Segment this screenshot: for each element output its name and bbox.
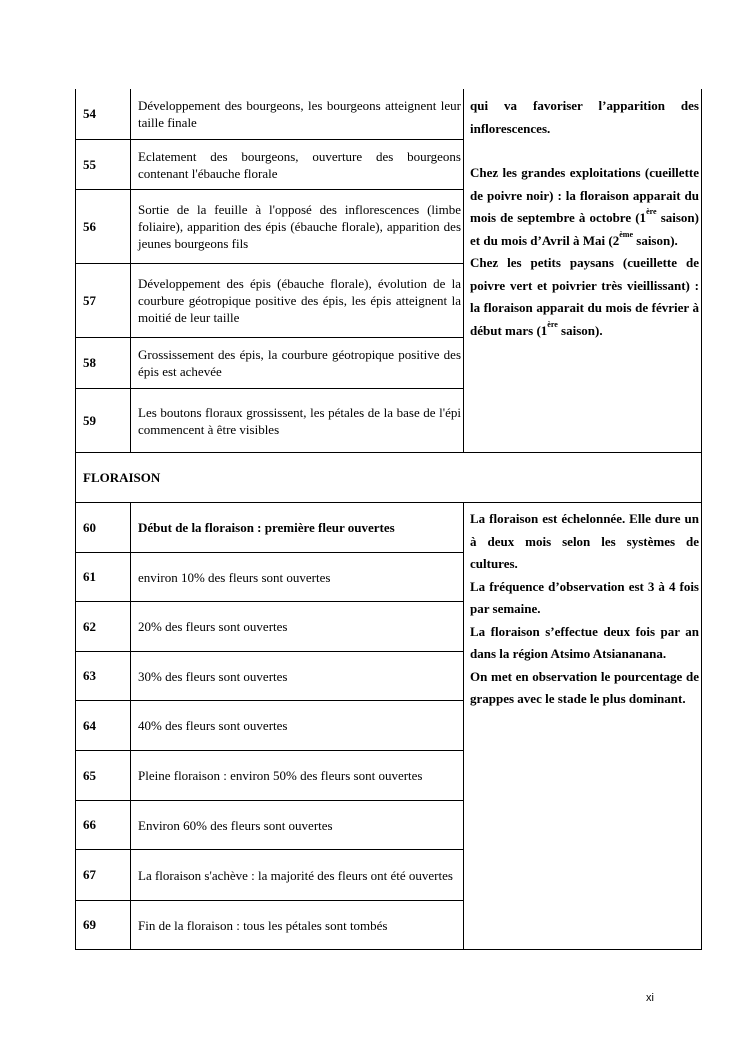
note-paragraph: La floraison est échelonnée. Elle dure un à deux mois selon les systèmes de cultures. [470,511,699,571]
stage-code: 62 [75,602,130,652]
note-paragraph: On met en observation le pourcentage de grappes avec le stade le plus dominant. [470,668,699,706]
section-header: FLORAISON [75,453,702,503]
stage-code: 65 [75,751,130,801]
stage-description: Grossissement des épis, la courbure géotropique positive des épis est achevée [130,338,463,389]
page-number: xi [646,992,654,1004]
stage-code: 64 [75,701,130,751]
note-paragraph: Chez les grandes exploitations (cueillette de poivre noir) : la floraison apparait du mois de septembre à octobre (1ère saison) et du mois d’Avril à Mai (2ème saison). [470,165,699,248]
stage-description: Fin de la floraison : tous les pétales sont tombés [130,901,463,950]
stage-code: 63 [75,652,130,701]
stage-code: 58 [75,338,130,389]
stage-description: Développement des épis (ébauche florale), évolution de la courbure géotropique positive des épis, les épis atteignent la moitié de leur taille [130,264,463,338]
stage-description: 40% des fleurs sont ouvertes [130,701,463,751]
stage-description: 30% des fleurs sont ouvertes [130,652,463,701]
stage-description: Les boutons floraux grossissent, les pétales de la base de l'épi commencent à être visibles [130,389,463,453]
stage-code: 56 [75,190,130,264]
stage-code: 67 [75,850,130,901]
stage-description: Environ 60% des fleurs sont ouvertes [130,801,463,850]
stage-description: La floraison s'achève : la majorité des fleurs ont été ouvertes [130,850,463,901]
stage-code: 54 [75,89,130,140]
notes-cell-bottom [463,503,702,950]
stage-code: 55 [75,140,130,190]
stage-description: Eclatement des bourgeons, ouverture des bourgeons contenant l'ébauche florale [130,140,463,190]
notes-cell-top [463,89,702,453]
note-paragraph: La floraison s’effectue deux fois par an dans la région Atsimo Atsiananana. [470,623,699,661]
note-paragraph: qui va favoriser l’apparition des inflorescences. [470,98,699,136]
stage-code: 57 [75,264,130,338]
stage-code: 69 [75,901,130,950]
note-paragraph: Chez les petits paysans (cueillette de poivre vert et poivrier très vieillissant) : la floraison apparait du mois de février à début mars (1ère saison). [470,255,699,338]
stage-code: 61 [75,553,130,602]
stage-code: 66 [75,801,130,850]
stage-description: Pleine floraison : environ 50% des fleurs sont ouvertes [130,751,463,801]
stage-description: 20% des fleurs sont ouvertes [130,602,463,652]
stage-description: Développement des bourgeons, les bourgeons atteignent leur taille finale [130,89,463,140]
stage-description: environ 10% des fleurs sont ouvertes [130,553,463,602]
stage-code: 60 [75,503,130,553]
stage-description: Sortie de la feuille à l'opposé des inflorescences (limbe foliaire), apparition des épis (ébauche florale), apparition des jeunes bourgeons fils [130,190,463,264]
stage-description: Début de la floraison : première fleur ouvertes [130,503,463,553]
stage-code: 59 [75,389,130,453]
note-paragraph: La fréquence d’observation est 3 à 4 fois par semaine. [470,578,699,616]
